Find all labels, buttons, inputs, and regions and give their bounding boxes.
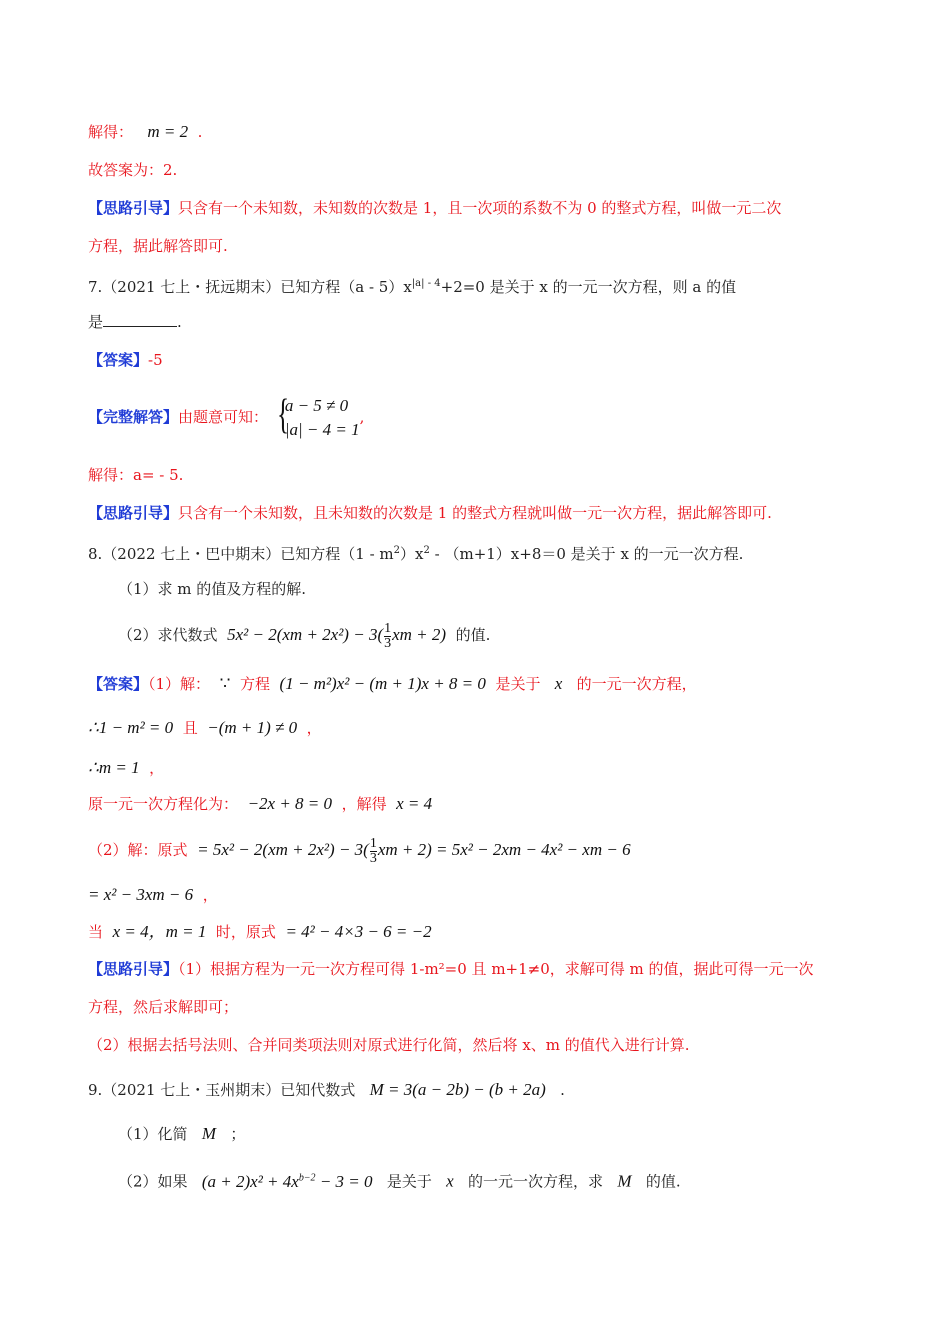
question-9: 9.（2021 七上・玉州期末）已知代数式 M = 3(a − 2b) − (b + 2a) .: [88, 1080, 565, 1099]
hint-7: 【思路引导】只含有一个未知数，且未知数的次数是 1 的整式方程就叫做一元一次方程，据此解答即可.: [88, 504, 772, 522]
question-7-blank: 是 .: [88, 313, 182, 331]
question-8: 8.（2022 七上・巴中期末）已知方程$(1 - m^2)x^2 - (m+1)x+8=0$ 是关于 x 的一元一次方程.: [88, 545, 744, 563]
equation-system: { a − 5 ≠ 0 |a| − 4 = 1: [276, 392, 360, 439]
answer-8-step-6: = x² − 3xm − 6 ，: [88, 885, 218, 904]
hint-8-continued: 方程，然后求解即可；: [88, 998, 239, 1016]
question-9-part-1: （1）化简 M ；: [118, 1124, 246, 1143]
answer-blank[interactable]: [103, 312, 177, 327]
answer-8-step-7: 当 x = 4，m = 1 时，原式 = 4² − 4×3 − 6 = −2: [88, 922, 432, 941]
hint-8-part-2: （2）根据去括号法则、合并同类项法则对原式进行化简，然后将 x、m 的值代入进行计算.: [88, 1036, 690, 1054]
answer-8-part-2: （2）解：原式 = 5x² − 2(xm + 2x²) − 3( $\frac{1}{3}$ xm + 2) = 5x² − 2xm − 4x² − xm − 6: [88, 835, 631, 866]
answer-statement: 故答案为：2.: [88, 161, 178, 179]
question-7: 7.（2021 七上・抚远期末）已知方程$(a - 5)x^{|a| - 4}+2=0$ 是关于 x 的一元一次方程，则 a 的值: [88, 278, 737, 296]
solution-line: 解得： m = 2 .: [88, 122, 203, 141]
answer-8-part-1: 【答案】（1）解： ∵ 方程 (1 − m²)x² − (m + 1)x + 8 = 0 是关于 x 的一元一次方程，: [88, 674, 697, 693]
answer-8-step-4: 原一元一次方程化为： −2x + 8 = 0 ，解得 x = 4: [88, 794, 433, 813]
answer-line: 【答案】-5: [88, 351, 163, 369]
answer-8-step-3: ∴m = 1 ，: [88, 758, 165, 777]
full-solution-7: 【完整解答】由题意可知： { a − 5 ≠ 0 |a| − 4 = 1 ,: [88, 392, 364, 442]
question-8-part-2: （2）求代数式 5x² − 2(xm + 2x²) − 3( $\frac{1}{3}$ xm + 2) 的值.: [118, 620, 491, 651]
solution-7: 解得：a= - 5.: [88, 466, 184, 484]
question-8-part-1: （1）求 m 的值及方程的解.: [118, 580, 307, 598]
question-9-part-2: （2）如果 $(a + 2)x^2 + 4x^{b-2} - 3 = 0$ 是关于 x 的一元一次方程，求 M 的值.: [118, 1171, 681, 1191]
answer-8-step-2: ∴1 − m² = 0 且 −(m + 1) ≠ 0 ，: [88, 718, 322, 737]
hint-line-continued: 方程，据此解答即可.: [88, 237, 228, 255]
hint-line: 【思路引导】只含有一个未知数，未知数的次数是 1，且一次项的系数不为 0 的整式方程，叫做一元二次: [88, 199, 782, 217]
hint-8: 【思路引导】（1）根据方程为一元一次方程可得 1-m²=0 且 m+1≠0，求解可得 m 的值，据此可得一元一次: [88, 960, 814, 978]
